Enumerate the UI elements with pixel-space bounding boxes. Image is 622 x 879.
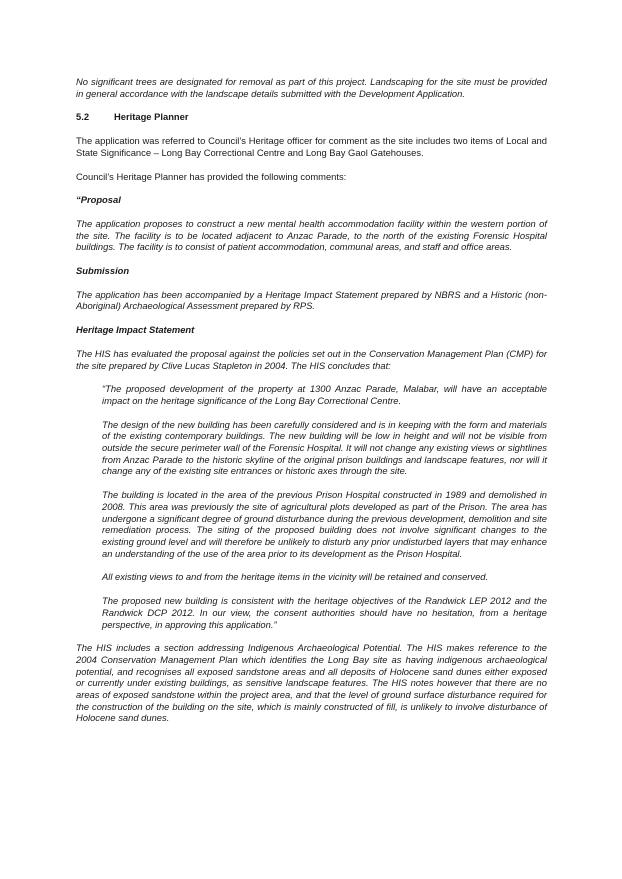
section-heading [76, 111, 547, 123]
quote-paragraph-impact: “The proposed development of the property at 1300 Anzac Parade, Malabar, will have an acceptable impact on the heritage significance of the Long Bay Correctional Centre. [102, 383, 547, 406]
block-quote [76, 383, 547, 630]
subheading-proposal: “Proposal [76, 194, 121, 206]
paragraph-his-evaluation: The HIS has evaluated the proposal against the policies set out in the Conservation Management Plan (CMP) for the site prepared by Clive Lucas Stapleton in 2004. The HIS concludes that: [76, 347, 547, 371]
subheading-heritage-impact-statement: Heritage Impact Statement [76, 324, 195, 336]
quote-paragraph-design: The design of the new building has been carefully considered and is in keeping with the form and materials of the existing contemporary buildings. The new building will be low in height and will not be visible from outside the secure perimeter wall of the Forensic Hospital. It will not change any existing views or sightlines from Anzac Parade to the historic skyline of the original prison buildings and landscape features, nor will it change any of the existing site entrances or historic axes through the site. [102, 418, 547, 477]
paragraph-indigenous-archaeology: The HIS includes a section addressing Indigenous Archaeological Potential. The HIS makes reference to the 2004 Conservation Management Plan which identifies the Long Bay site as having indigenous archaeological potential, and recognises all exposed sandstone areas and all deposits of Holocene sand dunes either exposed or currently under existing buildings, as sensitive landscape features. The HIS notes however that there are no areas of exposed sandstone within the project area, and that the level of ground surface disturbance required for the construction of the building on the site, which is mainly constructed of fill, is unlikely to involve disturbance of Holocene sand dunes. [76, 642, 547, 724]
paragraph-comments-intro: Council’s Heritage Planner has provided the following comments: [76, 170, 347, 182]
paragraph-referral: The application was referred to Council’s Heritage officer for comment as the site includes two items of Local and State Significance – Long Bay Correctional Centre and Long Bay Gaol Gatehouses. [76, 135, 547, 158]
paragraph-submission: The application has been accompanied by a Heritage Impact Statement prepared by NBRS and a Historic (non-Aboriginal) Archaeological Assessment prepared by RPS. [76, 288, 547, 312]
section-number: 5.2 [76, 111, 90, 123]
paragraph-proposal: The application proposes to construct a new mental health accommodation facility within the western portion of the site. The facility is to be located adjacent to Anzac Parade, to the north of the existing Forensic Hospital buildings. The facility is to consist of patient accommodation, communal areas, and staff and office areas. [76, 217, 547, 253]
section-title: Heritage Planner [114, 111, 189, 123]
quote-paragraph-views: All existing views to and from the heritage items in the vicinity will be retained and conserved. [102, 571, 489, 583]
quote-paragraph-location: The building is located in the area of the previous Prison Hospital constructed in 1989 and demolished in 2008. This area was previously the site of agricultural plots developed as part of the Prison. The area has undergone a significant degree of ground disturbance during the previous development, demolition and site remediation process. The siting of the proposed building does not involve significant changes to the existing ground level and will therefore be unlikely to disturb any prior undisturbed layers that may enhance an understanding of the use of the area prior to its development as the Prison Hospital. [102, 489, 547, 559]
paragraph-landscaping: No significant trees are designated for removal as part of this project. Landscaping for the site must be provided in general accordance with the landscape details submitted with the Development Application. [76, 76, 547, 99]
subheading-submission: Submission [76, 265, 130, 277]
quote-paragraph-consistency: The proposed new building is consistent with the heritage objectives of the Randwick LEP 2012 and the Randwick DCP 2012. In our view, the consent authorities should have no hesitation, from a heritage perspective, in approving this application.” [102, 595, 547, 630]
